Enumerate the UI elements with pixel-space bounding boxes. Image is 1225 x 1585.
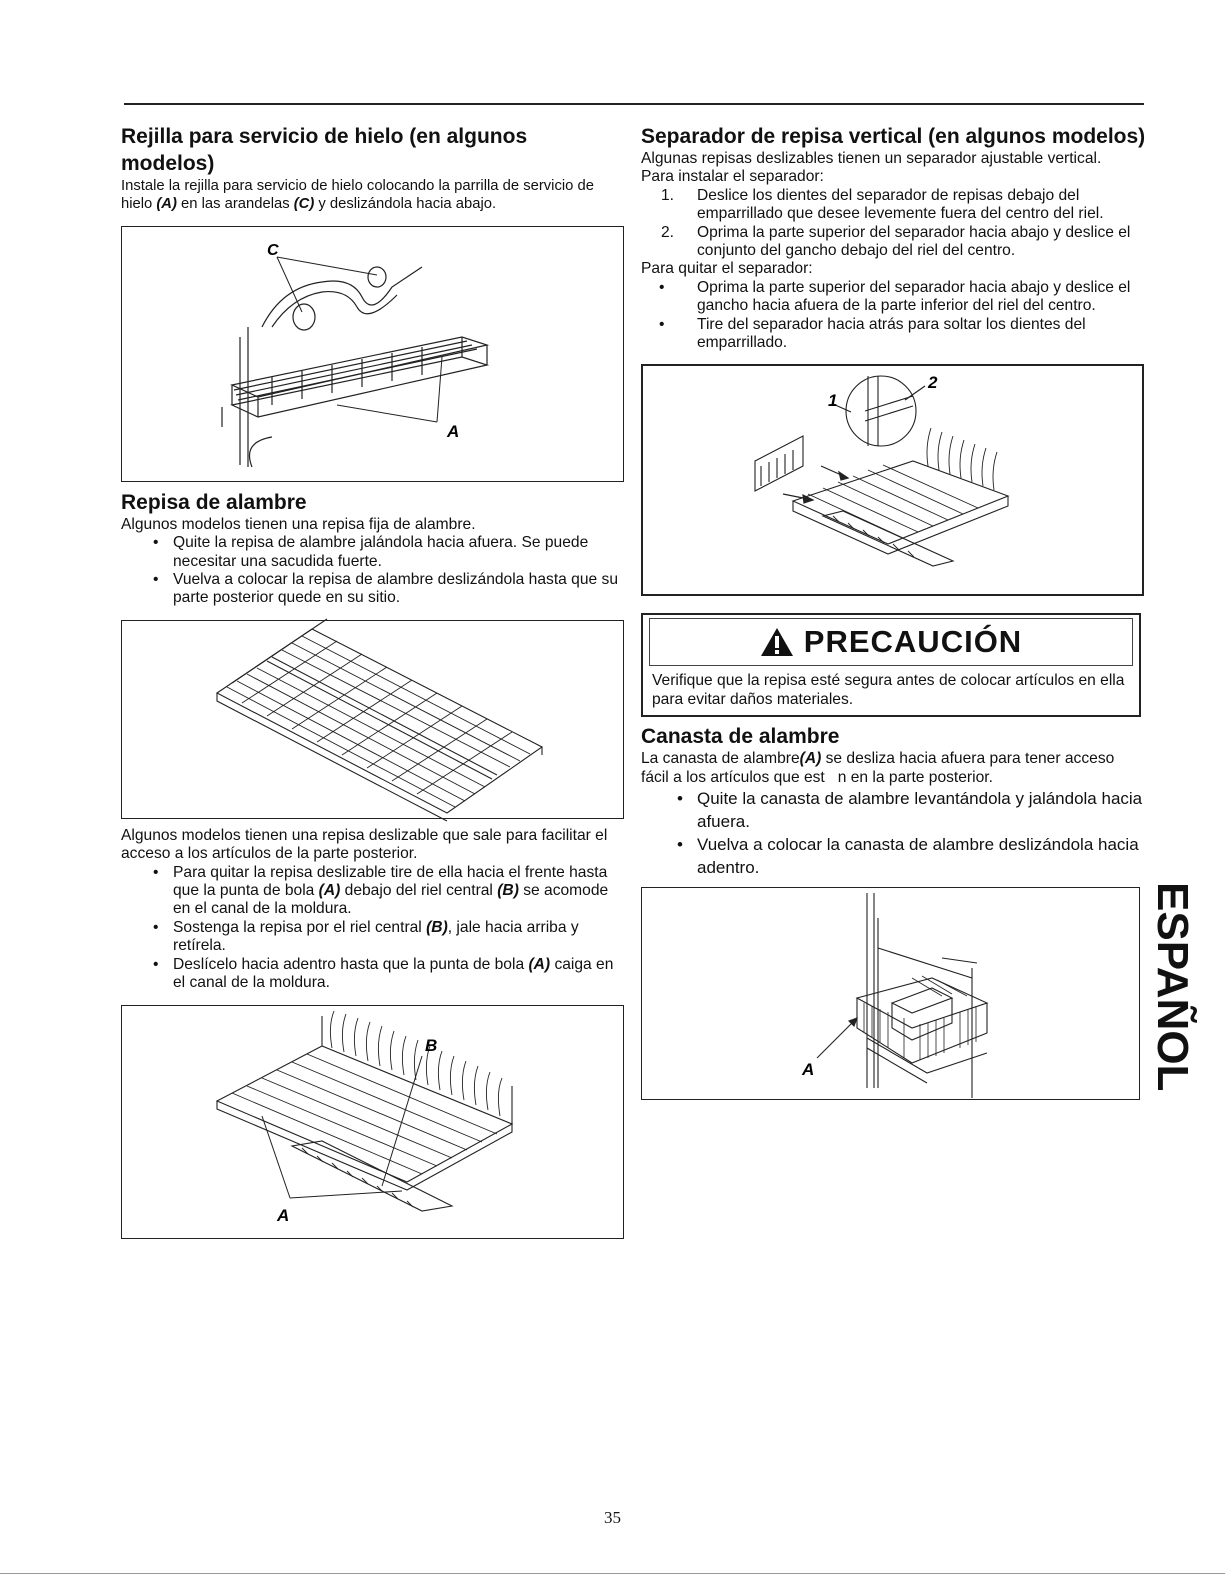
divider-heading: Separador de repisa vertical (en algunos modelos)	[641, 125, 1146, 148]
list-item: 1. Deslice los dientes del separador de repisas debajo del emparrillado que desee levemente fuera del centro del riel.	[661, 186, 1104, 223]
wire-shelf-figure	[121, 620, 624, 819]
callout-b: B	[425, 1035, 438, 1055]
divider-figure	[641, 364, 1144, 596]
right-column	[641, 123, 1146, 1100]
basket-illustration	[642, 888, 1138, 1098]
wire-shelf-list	[121, 534, 626, 608]
callout-1: 1	[828, 391, 838, 411]
list-item: • Vuelva a colocar la canasta de alambre deslizándola hacia adentro.	[677, 833, 1146, 879]
wire-shelf-intro: Algunos modelos tienen una repisa fija de alambre.	[121, 515, 476, 533]
wire-shelf-heading: Repisa de alambre	[121, 490, 307, 514]
ice-rack-illustration	[122, 227, 622, 480]
slide-shelf-figure	[121, 1005, 624, 1239]
divider-intro: Algunas repisas deslizables tienen un separador ajustable vertical.	[641, 150, 1102, 167]
list-item: • Vuelva a colocar la repisa de alambre deslizándola hasta que su parte posterior quede en su sitio.	[153, 571, 626, 608]
page-number: 35	[604, 1508, 621, 1527]
top-rule	[124, 103, 1144, 105]
list-item: • Deslícelo hacia adentro hasta que la punta de bola (A) caiga en el canal de la moldura.	[153, 956, 626, 993]
wire-shelf-illustration	[122, 621, 622, 817]
basket-list	[641, 787, 1146, 879]
slide-shelf-illustration	[122, 1006, 622, 1237]
caution-box	[641, 613, 1141, 717]
callout-a: A	[802, 1060, 815, 1080]
side-tab-label: ESPAÑOL	[1148, 882, 1197, 1092]
callout-a: A	[277, 1205, 290, 1225]
ice-rack-figure	[121, 226, 624, 482]
divider-remove-list	[641, 279, 1146, 353]
list-item: • Quite la repisa de alambre jalándola hacia afuera. Se puede necesitar una sacudida fuerte.	[153, 534, 626, 571]
bottom-rule	[0, 1573, 1225, 1574]
caution-header	[649, 618, 1133, 666]
slide-shelf-list	[121, 864, 626, 993]
callout-c: C	[267, 241, 279, 259]
divider-install-label: Para instalar el separador:	[641, 168, 824, 186]
left-column	[121, 123, 626, 1239]
list-item: • Tire del separador hacia atrás para soltar los dientes del emparrillado.	[659, 316, 1146, 353]
ice-rack-text: Instale la rejilla para servicio de hielo colocando la parrilla de servicio de hielo (A) en las arandelas (C) y deslizándola hacia abajo.	[121, 178, 594, 213]
caution-text: Verifique que la repisa esté segura antes de colocar artículos en ella para evitar daños materiales.	[652, 672, 1125, 708]
list-item: • Sostenga la repisa por el riel central (B), jale hacia arriba y retírela.	[153, 919, 626, 956]
list-item: 2. Oprima la parte superior del separador hacia abajo y deslice el conjunto del gancho debajo del riel del centro.	[661, 223, 1131, 260]
warning-triangle-icon	[760, 627, 794, 657]
basket-figure	[641, 887, 1140, 1100]
list-item: • Para quitar la repisa deslizable tire de ella hacia el frente hasta que la punta de bola (A) debajo del riel central (B) se acomode en el canal de la moldura.	[153, 864, 626, 919]
callout-a: A	[447, 421, 460, 441]
basket-heading: Canasta de alambre	[641, 725, 840, 749]
slide-shelf-intro: Algunos modelos tienen una repisa deslizable que sale para facilitar el acceso a los artículos de la parte posterior.	[121, 826, 608, 863]
language-side-tab	[1148, 880, 1197, 1130]
divider-remove-label: Para quitar el separador:	[641, 260, 813, 278]
callout-2: 2	[928, 373, 938, 393]
ice-rack-heading: Rejilla para servicio de hielo (en algunos modelos)	[121, 125, 528, 175]
caution-title: PRECAUCIÓN	[803, 624, 1023, 660]
divider-illustration	[643, 366, 1142, 594]
divider-install-steps	[641, 187, 1146, 261]
list-item: • Quite la canasta de alambre levantándola y jalándola hacia afuera.	[677, 787, 1146, 833]
list-item: • Oprima la parte superior del separador hacia abajo y deslice el gancho hacia afuera de la parte inferior del riel del centro.	[659, 279, 1146, 316]
basket-text: La canasta de alambre(A) se desliza hacia afuera para tener acceso fácil a los artículos que est n en la parte posterior.	[641, 750, 1119, 786]
